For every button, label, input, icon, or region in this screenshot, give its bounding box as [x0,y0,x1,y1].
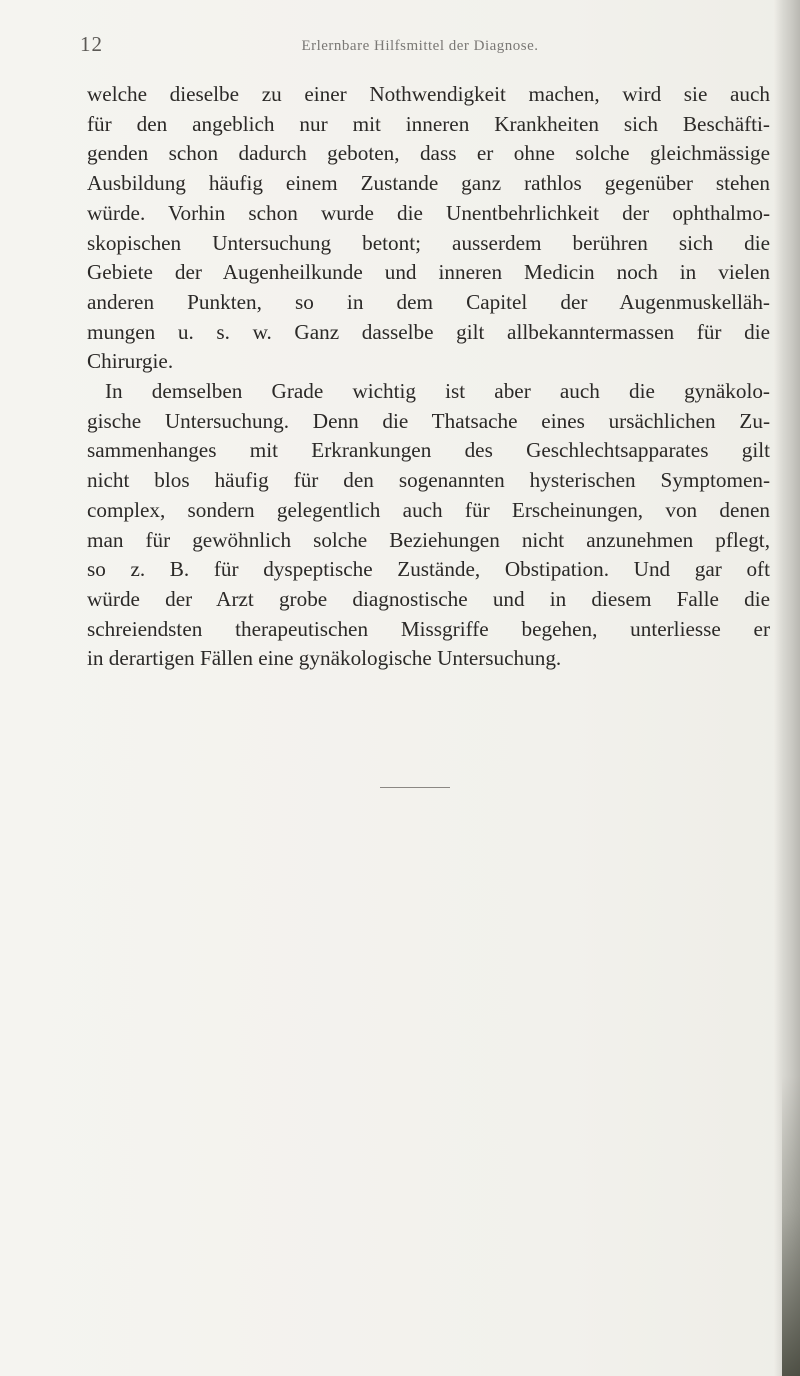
section-divider [380,787,450,788]
page-number: 12 [80,32,103,56]
paragraph-2 [87,377,770,674]
text-line: skopischen Untersuchung betont; ausserdem berühren sich die [87,230,770,255]
text-line: complex, sondern gelegentlich auch für Erscheinungen, von denen [87,497,770,522]
text-line: genden schon dadurch geboten, dass er ohne solche gleichmässige [87,141,770,166]
text-line: so z. B. für dyspeptische Zustände, Obstipation. Und gar oft [87,557,770,582]
page-edge-dark-corner [782,1076,800,1376]
text-line: Ausbildung häufig einem Zustande ganz rathlos gegenüber stehen [87,171,770,196]
text-line: mungen u. s. w. Ganz dasselbe gilt allbekanntermassen für die [87,319,770,344]
text-line: würde. Vorhin schon wurde die Unentbehrlichkeit der ophthalmo- [87,200,770,225]
page-header [80,32,780,58]
text-line: sammenhanges mit Erkrankungen des Geschlechtsapparates gilt [87,438,770,463]
text-line: Chirurgie. [87,349,174,374]
text-line: nicht blos häufig für den sogenannten hysterischen Symptomen- [87,468,770,493]
text-line: für den angeblich nur mit inneren Krankheiten sich Beschäfti- [87,111,770,136]
text-line: schreiendsten therapeutischen Missgriffe begehen, unterliesse er [87,616,770,641]
body-text [87,80,770,674]
text-line: gische Untersuchung. Denn die Thatsache eines ursächlichen Zu- [87,408,770,433]
paragraph-1 [87,80,770,377]
text-line: In demselben Grade wichtig ist aber auch die gynäkolo- [105,379,770,404]
text-line: man für gewöhnlich solche Beziehungen nicht anzunehmen pflegt, [87,527,770,552]
text-line: welche dieselbe zu einer Nothwendigkeit machen, wird sie auch [87,82,770,106]
text-line: würde der Arzt grobe diagnostische und in diesem Falle die [87,586,770,611]
text-line: Gebiete der Augenheilkunde und inneren Medicin noch in vielen [87,260,770,285]
running-head: Erlernbare Hilfsmittel der Diagnose. [301,38,539,54]
text-line: anderen Punkten, so in dem Capitel der Augenmuskelläh- [87,289,770,314]
text-line: in derartigen Fällen eine gynäkologische Untersuchung. [87,646,562,671]
